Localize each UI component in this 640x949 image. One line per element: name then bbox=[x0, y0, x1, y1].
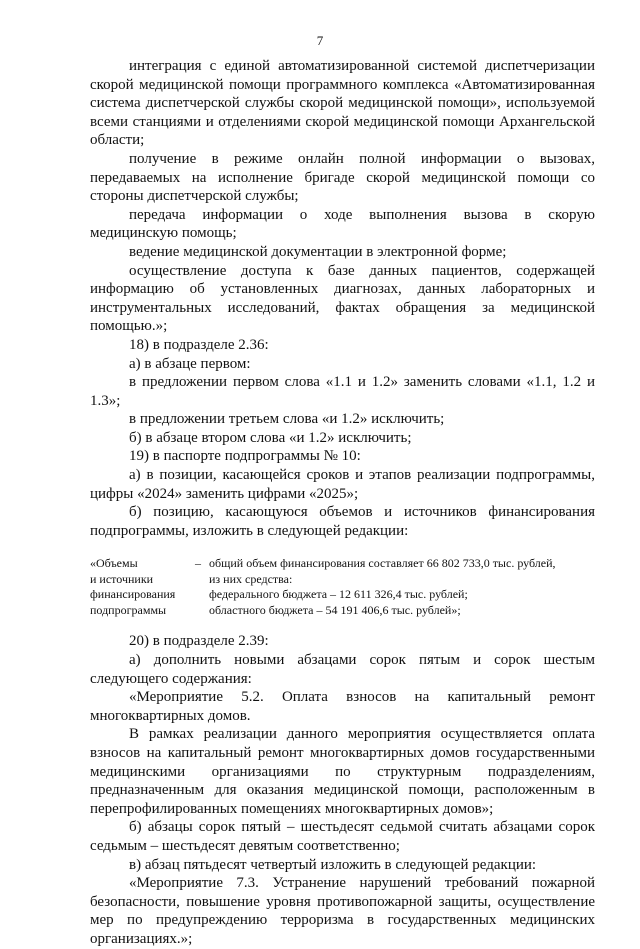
passport-dash: – bbox=[195, 556, 201, 571]
paragraph: 20) в подразделе 2.39: bbox=[129, 633, 269, 650]
paragraph: В рамках реализации данного мероприятия осуществляется оплата взносов на капитальный ремонт многоквартирных домов государственными медицинскими организациями по структурным подразделениям, предназначенным для оказания медицинской помощи, расположенным в перепрофилированных помещениях многоквартирных домов»; bbox=[90, 726, 595, 817]
passport-label-line: финансирования bbox=[90, 587, 176, 602]
paragraph: интеграция с единой автоматизированной системой диспетчеризации скорой медицинской помощи программного комплекса «Автоматизированная система диспетчерской службы скорой медицинской помощи», используемой всеми станциями и отделениями скорой медицинской помощи Архангельской области; bbox=[90, 58, 595, 149]
passport-label-line: подпрограммы bbox=[90, 602, 167, 617]
paragraph: а) в абзаце первом: bbox=[129, 355, 251, 372]
paragraph: б) позицию, касающуюся объемов и источников финансирования подпрограммы, изложить в следующей редакции: bbox=[90, 504, 595, 539]
passport-value-line: общий объем финансирования составляет 66 802 733,0 тыс. рублей, bbox=[209, 556, 556, 571]
passport-label bbox=[90, 556, 195, 618]
page-number: 7 bbox=[316, 33, 324, 48]
paragraph: осуществление доступа к базе данных пациентов, содержащей информацию об установленных диагнозах, данных лабораторных и инструментальных исследований, фактах обращения за медицинской помощью.»; bbox=[90, 262, 595, 335]
passport-value-line: областного бюджета – 54 191 406,6 тыс. рублей»; bbox=[209, 602, 461, 617]
passport-value bbox=[209, 556, 595, 618]
document-body bbox=[90, 57, 595, 949]
paragraph: б) абзацы сорок пятый – шестьдесят седьмой считать абзацами сорок седьмым – шестьдесят девятым соответственно; bbox=[90, 819, 595, 854]
paragraph: «Мероприятие 7.3. Устранение нарушений требований пожарной безопасности, повышение уровня противопожарной защиты, осуществление мер по предупреждению терроризма в государственных медицинских организациях.»; bbox=[90, 875, 595, 947]
paragraph: а) дополнить новыми абзацами сорок пятым и сорок шестым следующего содержания: bbox=[90, 652, 595, 687]
paragraph: 19) в паспорте подпрограммы № 10: bbox=[129, 448, 361, 465]
paragraph: передача информации о ходе выполнения вызова в скорую медицинскую помощь; bbox=[90, 206, 595, 242]
paragraph: в) абзац пятьдесят четвертый изложить в следующей редакции: bbox=[129, 856, 537, 873]
paragraph: а) в позиции, касающейся сроков и этапов реализации подпрограммы, цифры «2024» заменить цифрами «2025»; bbox=[90, 467, 595, 502]
passport-label-line: и источники bbox=[90, 571, 154, 586]
passport-value-line: из них средства: bbox=[209, 571, 293, 586]
paragraph: б) в абзаце втором слова «и 1.2» исключить; bbox=[129, 429, 412, 446]
paragraph: ведение медицинской документации в электронной форме; bbox=[129, 243, 507, 260]
paragraph: получение в режиме онлайн полной информации о вызовах, передаваемых на исполнение бригаде скорой медицинской помощи со стороны диспетчерской службы; bbox=[90, 150, 595, 205]
passport-label-line: «Объемы bbox=[90, 556, 138, 571]
paragraph: в предложении третьем слова «и 1.2» исключить; bbox=[129, 411, 445, 428]
passport-table bbox=[90, 556, 595, 618]
paragraph: 18) в подразделе 2.36: bbox=[129, 336, 269, 353]
passport-value-line: федерального бюджета – 12 611 326,4 тыс. рублей; bbox=[209, 587, 468, 602]
paragraph: «Мероприятие 5.2. Оплата взносов на капитальный ремонт многоквартирных домов. bbox=[90, 689, 595, 724]
paragraph: в предложении первом слова «1.1 и 1.2» заменить словами «1.1, 1.2 и 1.3»; bbox=[90, 374, 595, 409]
